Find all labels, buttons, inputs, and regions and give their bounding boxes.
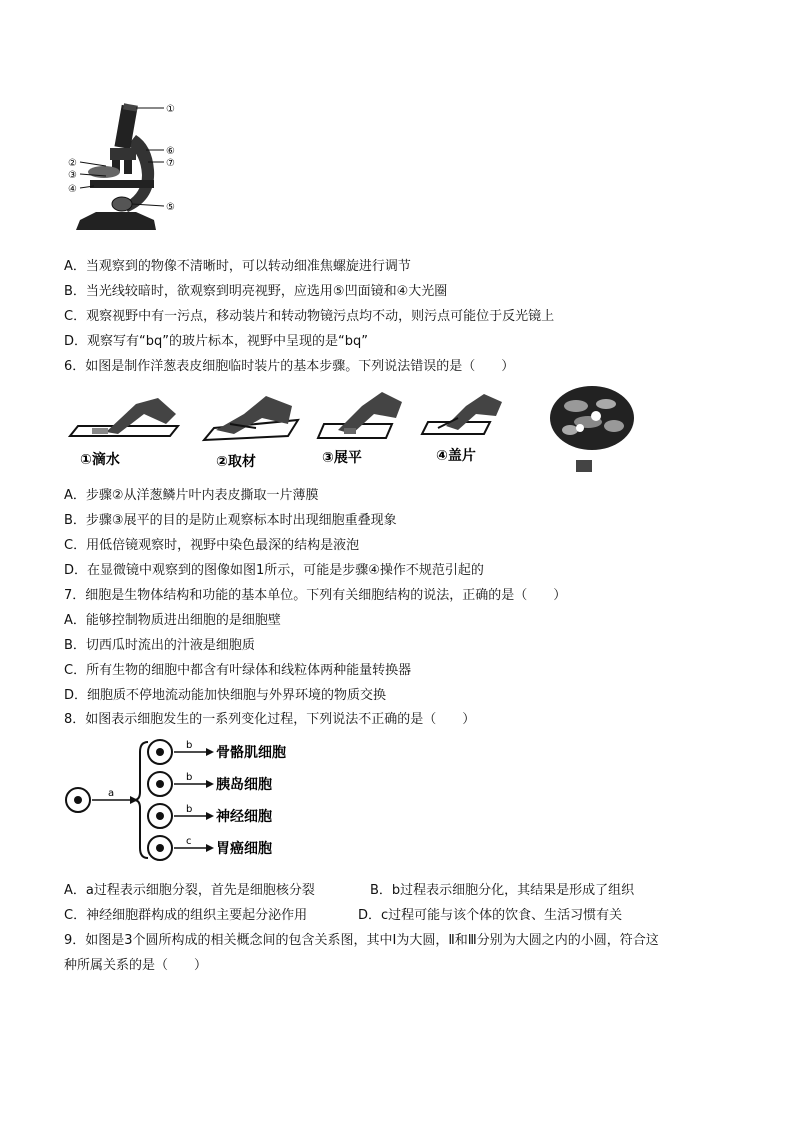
svg-text:c: c	[186, 836, 192, 847]
label-6: ⑥	[166, 146, 175, 157]
svg-text:神经细胞: 神经细胞	[216, 809, 272, 825]
step-2-label: ②取材	[216, 454, 256, 470]
slide-steps-figure	[66, 384, 646, 478]
svg-text:b: b	[186, 772, 193, 783]
q6-option-d: D．在显微镜中观察到的图像如图1所示，可能是步骤④操作不规范引起的	[64, 563, 484, 578]
svg-text:胃癌细胞: 胃癌细胞	[216, 841, 272, 857]
q5-option-d: D．观察写有“bq”的玻片标本，视野中呈现的是“bq”	[64, 334, 368, 349]
q5-option-a: A．当观察到的物像不清晰时，可以转动细准焦螺旋进行调节	[64, 259, 411, 274]
branch-4	[148, 836, 272, 860]
step-1-illustration	[70, 398, 178, 436]
q8-stem: 8．如图表示细胞发生的一系列变化过程，下列说法不正确的是（ ）	[64, 712, 476, 727]
step-1-label: ①滴水	[80, 452, 120, 468]
svg-text:b: b	[186, 804, 193, 815]
step-3-illustration	[318, 392, 402, 438]
step-3-label: ③展平	[322, 450, 362, 466]
cell-change-diagram	[62, 736, 302, 864]
q7-option-b: B．切西瓜时流出的汁液是细胞质	[64, 638, 255, 653]
q6-option-a: A．步骤②从洋葱鳞片叶内表皮撕取一片薄膜	[64, 488, 319, 503]
microscope-figure	[66, 100, 186, 240]
label-7: ⑦	[166, 158, 175, 169]
svg-text:b: b	[186, 740, 193, 751]
step-4-illustration	[422, 394, 502, 434]
q7-option-d: D．细胞质不停地流动能加快细胞与外界环境的物质交换	[64, 688, 387, 703]
q6-option-c: C．用低倍镜观察时，视野中染色最深的结构是液泡	[64, 538, 360, 553]
label-2: ②	[68, 158, 77, 169]
branch-1	[148, 740, 286, 764]
arrow-a-label: a	[108, 788, 115, 799]
q5-option-b: B．当光线较暗时，欲观察到明亮视野，应选用⑤凹面镜和④大光圈	[64, 284, 448, 299]
brace	[134, 742, 148, 858]
label-5: ⑤	[166, 202, 175, 213]
label-1: ①	[166, 104, 175, 115]
q6-stem: 6．如图是制作洋葱表皮细胞临时装片的基本步骤。下列说法错误的是（ ）	[64, 359, 515, 374]
q8-option-d: D．c过程可能与该个体的饮食、生活习惯有关	[358, 908, 623, 923]
q8-option-a: A．a过程表示细胞分裂，首先是细胞核分裂	[64, 883, 315, 898]
label-3: ③	[68, 170, 77, 181]
svg-text:骨骼肌细胞: 骨骼肌细胞	[216, 745, 286, 761]
q7-option-c: C．所有生物的细胞中都含有叶绿体和线粒体两种能量转换器	[64, 663, 412, 678]
q8-option-c: C．神经细胞群构成的组织主要起分泌作用	[64, 908, 308, 923]
figure-1-micrograph	[550, 386, 634, 472]
branch-3	[148, 804, 272, 828]
label-4: ④	[68, 184, 77, 195]
q7-stem: 7．细胞是生物体结构和功能的基本单位。下列有关细胞结构的说法，正确的是（ ）	[64, 588, 567, 603]
branch-2	[148, 772, 272, 796]
q6-option-b: B．步骤③展平的目的是防止观察标本时出现细胞重叠现象	[64, 513, 397, 528]
q8-option-b: B．b过程表示细胞分化，其结果是形成了组织	[370, 883, 635, 898]
q7-option-a: A．能够控制物质进出细胞的是细胞壁	[64, 613, 281, 628]
q9-stem-line1: 9．如图是3个圆所构成的相关概念间的包含关系图，其中Ⅰ为大圆，Ⅱ和Ⅲ分别为大圆之内的小圆，符合这	[64, 933, 659, 948]
step-2-illustration	[204, 396, 298, 440]
q9-stem-line2: 种所属关系的是（ ）	[64, 958, 208, 973]
svg-text:胰岛细胞: 胰岛细胞	[216, 777, 272, 793]
q5-option-c: C．观察视野中有一污点，移动装片和转动物镜污点均不动，则污点可能位于反光镜上	[64, 309, 555, 324]
step-4-label: ④盖片	[436, 448, 476, 464]
